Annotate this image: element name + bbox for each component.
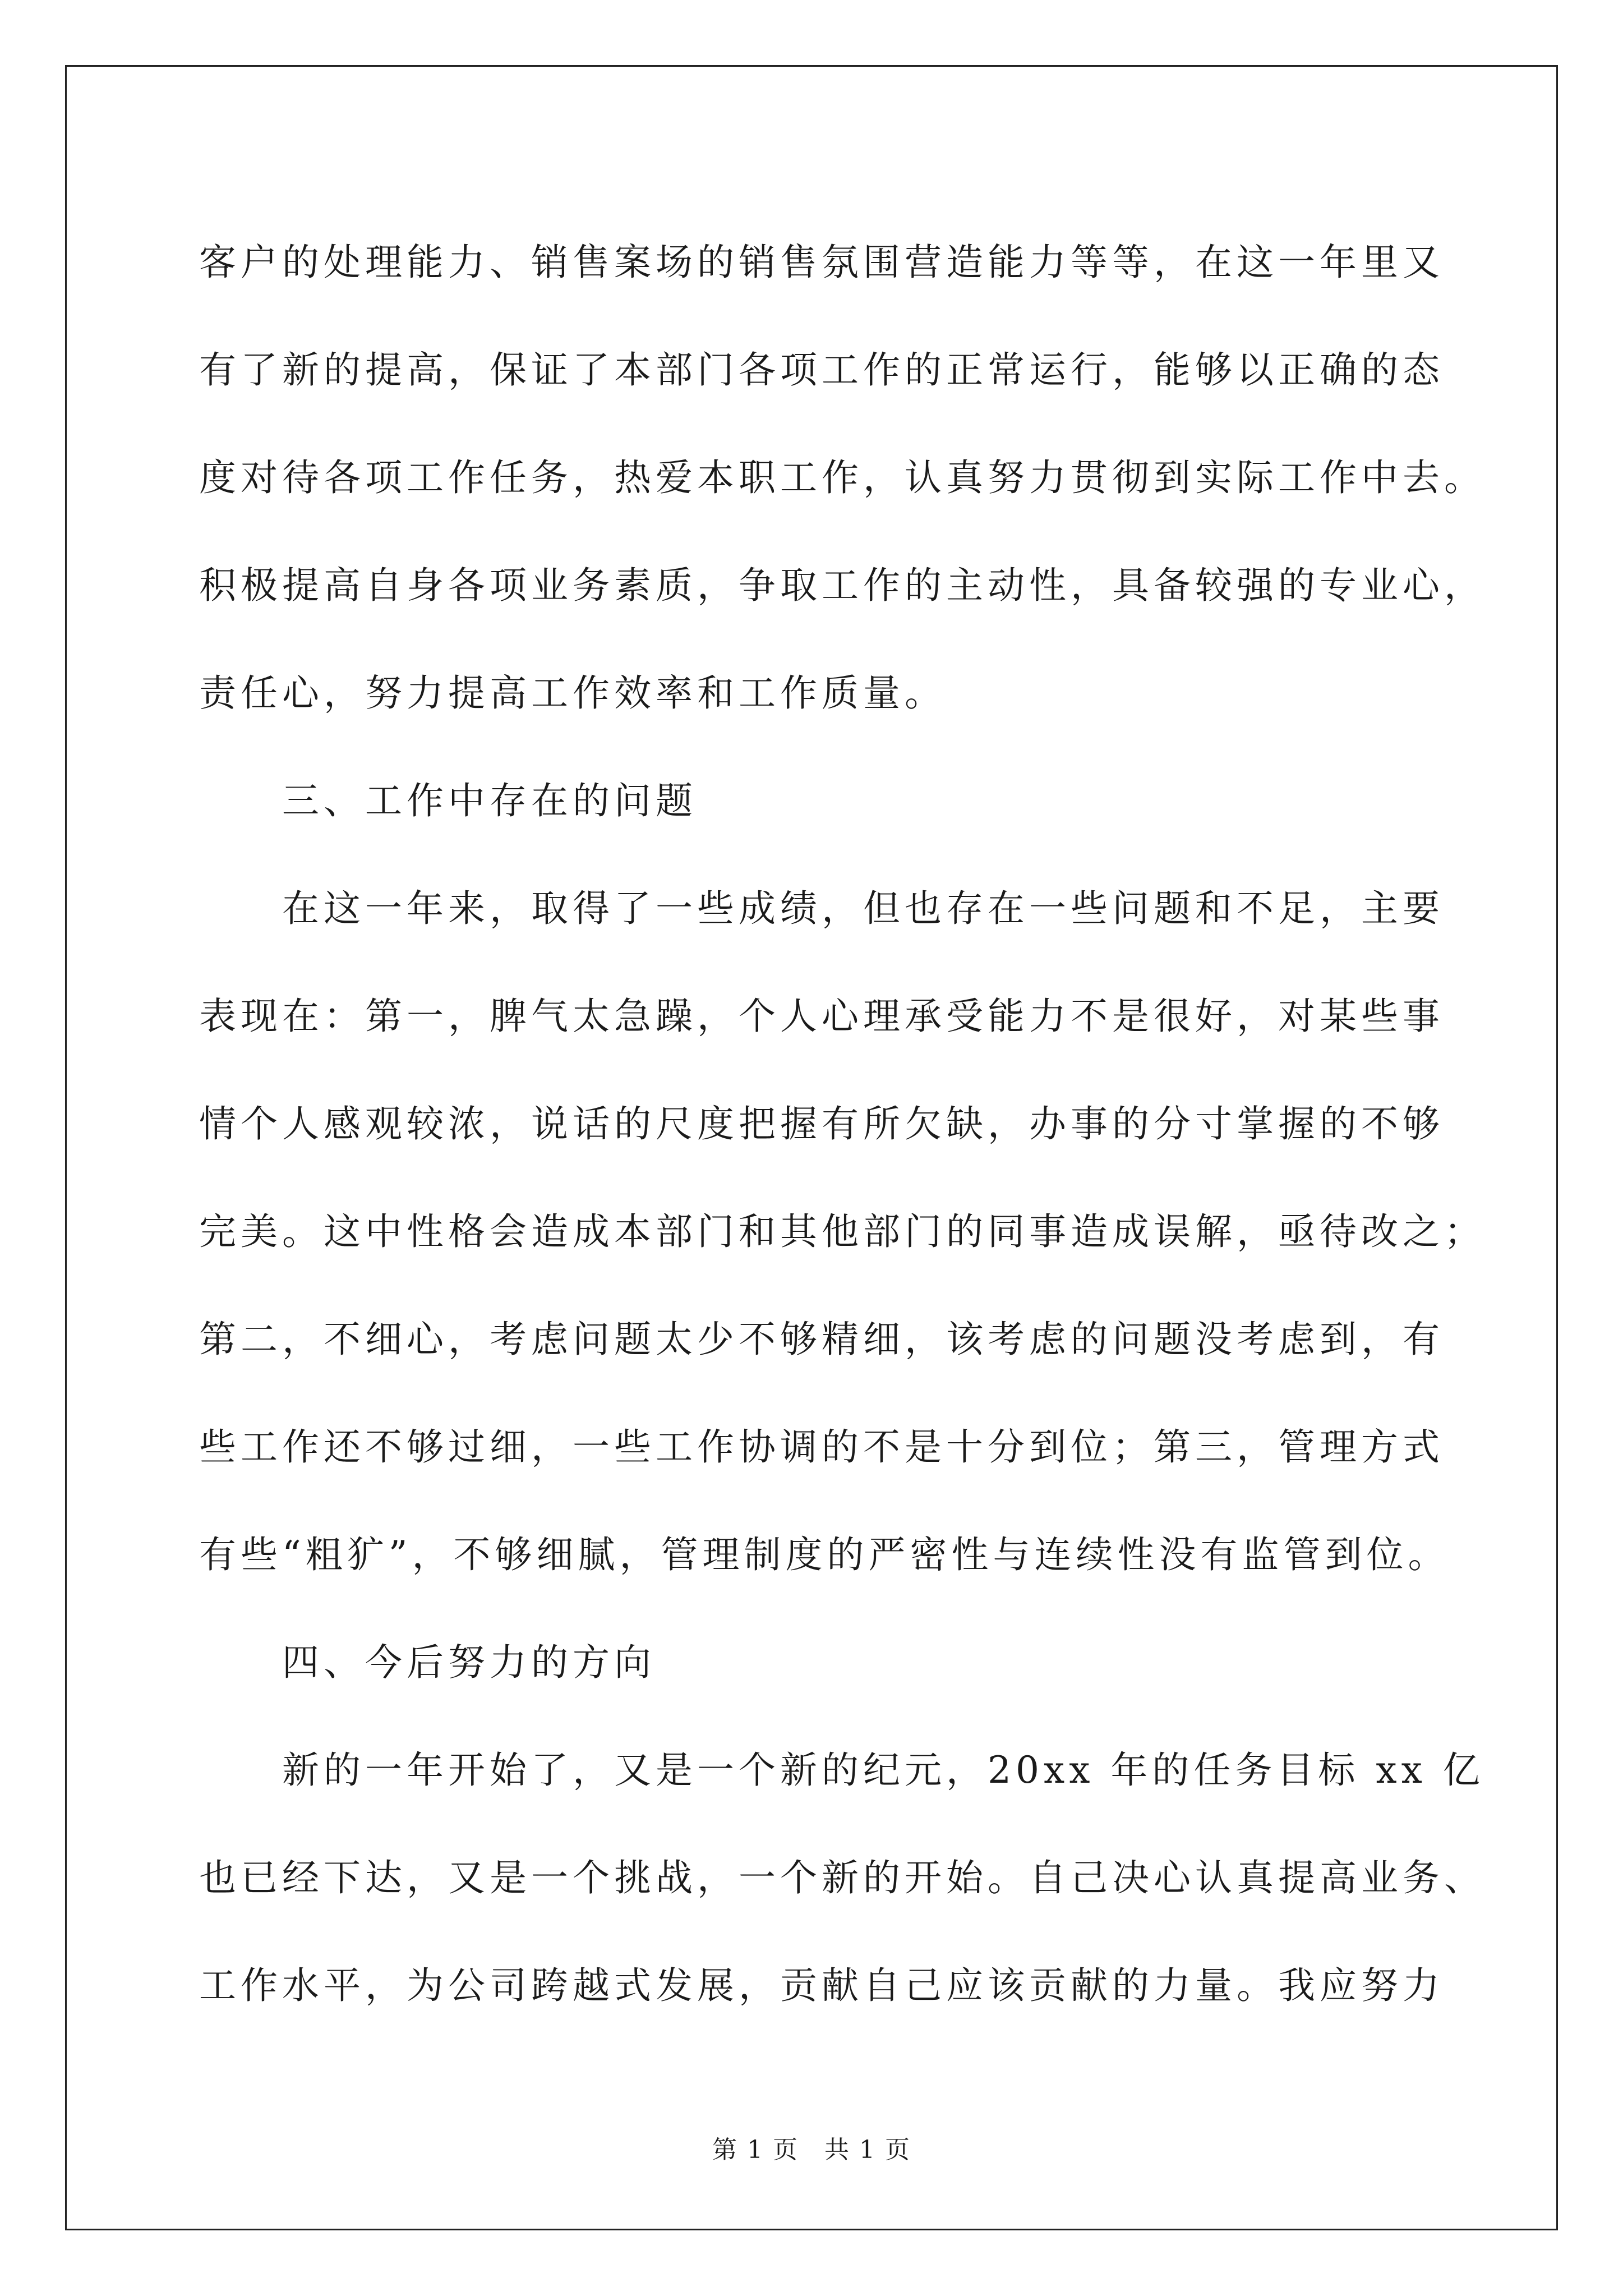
text-line: 积极提高自身各项业务素质，争取工作的主动性，具备较强的专业心，: [199, 564, 1486, 607]
document-body: [199, 209, 1486, 2040]
text-line: 完美。这中性格会造成本部门和其他部门的同事造成误解，亟待改之；: [199, 1210, 1486, 1253]
text-line: 客户的处理能力、销售案场的销售氛围营造能力等等，在这一年里又: [199, 241, 1444, 284]
text-line: 新的一年开始了，又是一个新的纪元，20xx 年的任务目标 xx 亿: [282, 1749, 1484, 1792]
text-line: 第二，不细心，考虑问题太少不够精细，该考虑的问题没考虑到，有: [199, 1318, 1444, 1361]
page-footer: 第 1 页 共 1 页: [712, 2136, 911, 2164]
text-line: 在这一年来，取得了一些成绩，但也存在一些问题和不足，主要: [282, 887, 1444, 930]
text-line: 度对待各项工作任务，热爱本职工作，认真努力贯彻到实际工作中去。: [199, 456, 1486, 499]
section-heading: 三、工作中存在的问题: [282, 779, 697, 822]
text-line: 表现在：第一，脾气太急躁，个人心理承受能力不是很好，对某些事: [199, 995, 1444, 1038]
text-line: 情个人感观较浓，说话的尺度把握有所欠缺，办事的分寸掌握的不够: [199, 1102, 1444, 1145]
text-line: 责任心，努力提高工作效率和工作质量。: [199, 671, 946, 715]
text-line: 有些“粗犷”，不够细腻，管理制度的严密性与连续性没有监管到位。: [199, 1533, 1450, 1576]
text-line: 工作水平，为公司跨越式发展，贡献自己应该贡献的力量。我应努力: [199, 1964, 1444, 2007]
section-heading: 四、今后努力的方向: [282, 1641, 656, 1684]
text-line: 也已经下达，又是一个挑战，一个新的开始。自己决心认真提高业务、: [199, 1856, 1486, 1899]
text-line: 有了新的提高，保证了本部门各项工作的正常运行，能够以正确的态: [199, 348, 1444, 392]
text-line: 些工作还不够过细，一些工作协调的不是十分到位；第三，管理方式: [199, 1425, 1444, 1469]
